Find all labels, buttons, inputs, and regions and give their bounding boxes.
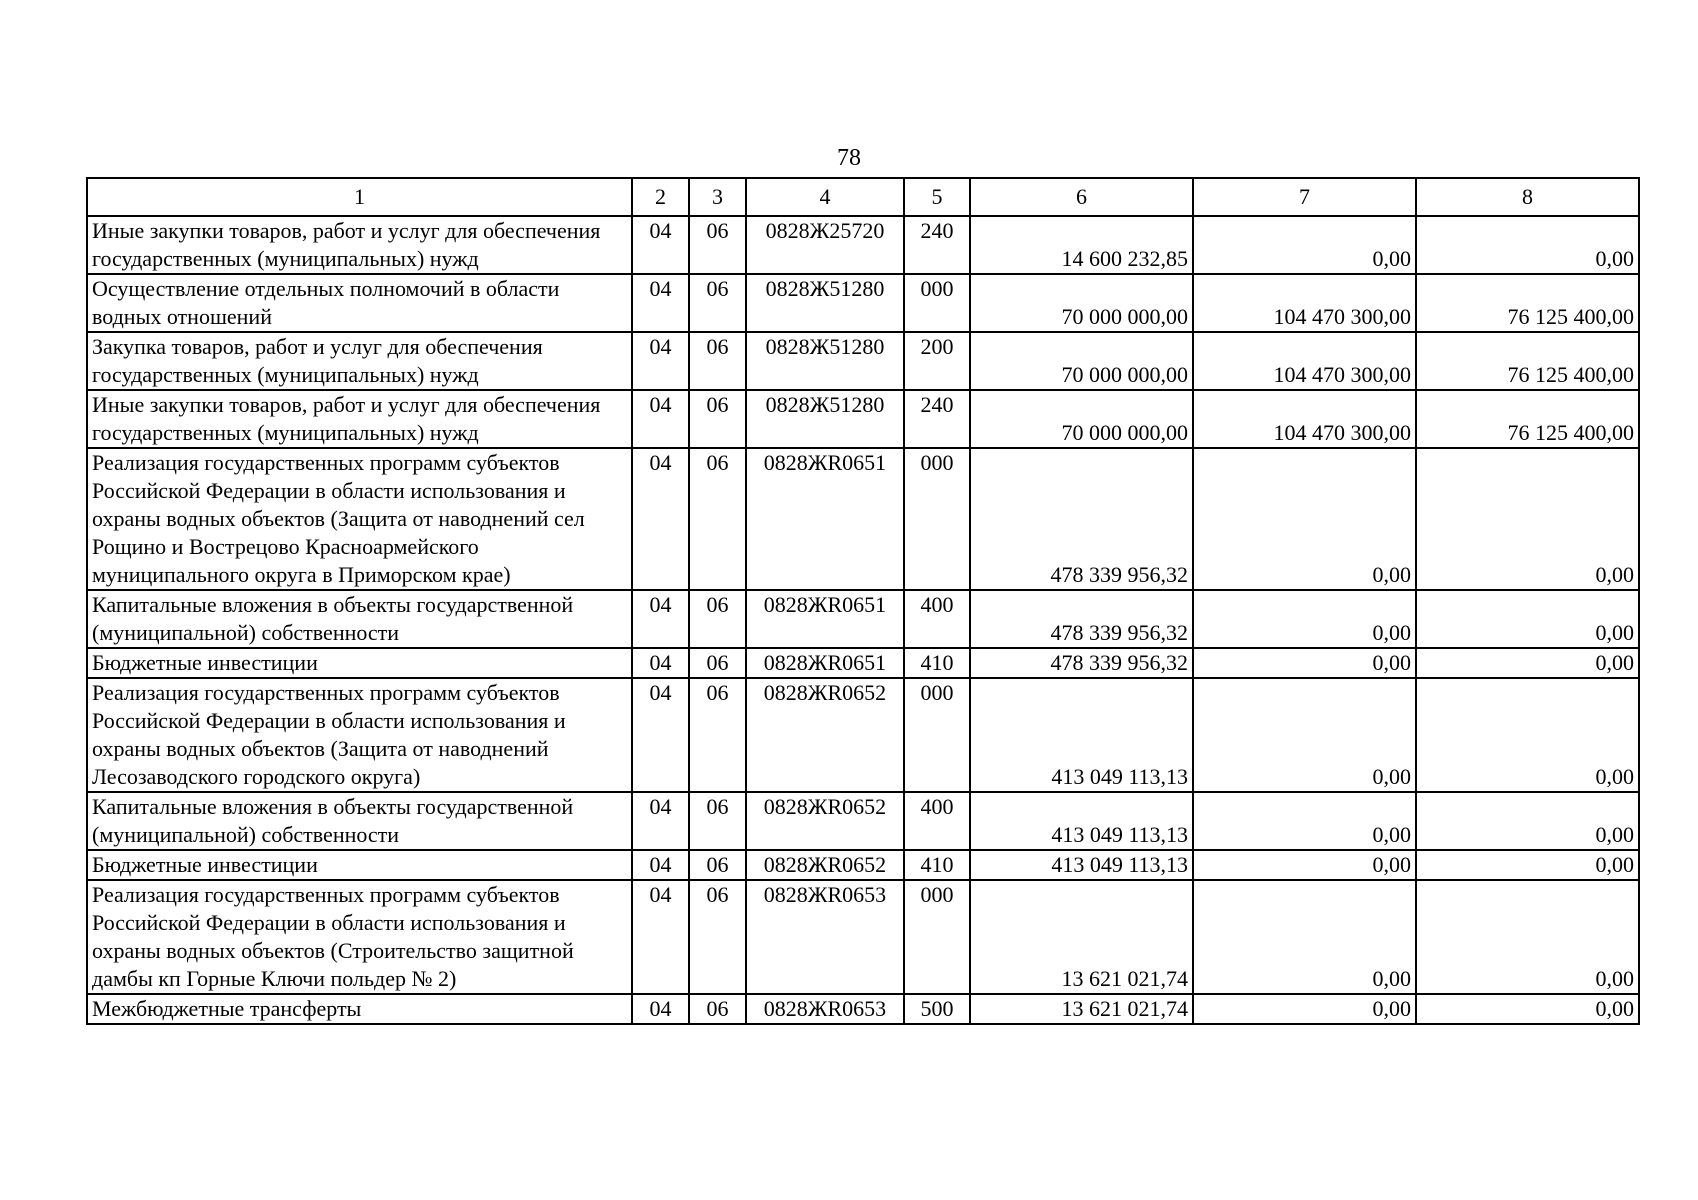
row-amount-7: 0,00	[1193, 678, 1416, 792]
row-subsection: 06	[689, 590, 746, 648]
row-name: Закупка товаров, работ и услуг для обеспечения государственных (муниципальных) нужд	[87, 332, 632, 390]
header-row	[87, 178, 1639, 216]
row-amount-8: 0,00	[1416, 590, 1639, 648]
row-target-code: 0828Ж25720	[746, 216, 904, 274]
header-cell-8: 8	[1416, 178, 1639, 216]
row-amount-6: 478 339 956,32	[970, 448, 1193, 590]
table-row	[87, 678, 1639, 792]
budget-table	[86, 177, 1640, 1025]
row-name: Капитальные вложения в объекты государственной (муниципальной) собственности	[87, 792, 632, 850]
row-amount-6: 13 621 021,74	[970, 880, 1193, 994]
row-name: Реализация государственных программ субъектов Российской Федерации в области использования и охраны водных объектов (Защита от наводнений Лесозаводского городского округа)	[87, 678, 632, 792]
row-section: 04	[632, 648, 689, 678]
row-name: Бюджетные инвестиции	[87, 648, 632, 678]
row-amount-6: 478 339 956,32	[970, 590, 1193, 648]
header-cell-2: 2	[632, 178, 689, 216]
header-cell-7: 7	[1193, 178, 1416, 216]
row-subsection: 06	[689, 994, 746, 1024]
row-amount-7: 104 470 300,00	[1193, 390, 1416, 448]
row-amount-8: 0,00	[1416, 448, 1639, 590]
row-expense-type: 410	[904, 648, 970, 678]
row-expense-type: 410	[904, 850, 970, 880]
row-amount-7: 0,00	[1193, 994, 1416, 1024]
row-target-code: 0828Ж51280	[746, 390, 904, 448]
row-amount-7: 0,00	[1193, 448, 1416, 590]
row-expense-type: 000	[904, 274, 970, 332]
row-amount-8: 0,00	[1416, 850, 1639, 880]
row-name: Бюджетные инвестиции	[87, 850, 632, 880]
row-amount-7: 0,00	[1193, 850, 1416, 880]
row-subsection: 06	[689, 850, 746, 880]
row-amount-6: 70 000 000,00	[970, 332, 1193, 390]
row-amount-8: 76 125 400,00	[1416, 332, 1639, 390]
table-row	[87, 274, 1639, 332]
row-target-code: 0828Ж51280	[746, 274, 904, 332]
table-row	[87, 448, 1639, 590]
row-amount-8: 0,00	[1416, 994, 1639, 1024]
table-row	[87, 850, 1639, 880]
row-name: Капитальные вложения в объекты государственной (муниципальной) собственности	[87, 590, 632, 648]
row-amount-6: 70 000 000,00	[970, 390, 1193, 448]
row-amount-6: 413 049 113,13	[970, 792, 1193, 850]
row-amount-7: 0,00	[1193, 792, 1416, 850]
row-expense-type: 000	[904, 880, 970, 994]
row-amount-7: 104 470 300,00	[1193, 332, 1416, 390]
row-expense-type: 500	[904, 994, 970, 1024]
row-target-code: 0828ЖR0651	[746, 448, 904, 590]
row-amount-8: 0,00	[1416, 216, 1639, 274]
row-target-code: 0828ЖR0653	[746, 994, 904, 1024]
row-section: 04	[632, 332, 689, 390]
row-expense-type: 400	[904, 792, 970, 850]
row-expense-type: 240	[904, 216, 970, 274]
row-amount-8: 76 125 400,00	[1416, 274, 1639, 332]
row-amount-7: 104 470 300,00	[1193, 274, 1416, 332]
row-amount-8: 0,00	[1416, 648, 1639, 678]
row-target-code: 0828ЖR0652	[746, 678, 904, 792]
row-section: 04	[632, 274, 689, 332]
row-subsection: 06	[689, 448, 746, 590]
row-subsection: 06	[689, 390, 746, 448]
row-expense-type: 200	[904, 332, 970, 390]
row-target-code: 0828ЖR0652	[746, 792, 904, 850]
row-expense-type: 400	[904, 590, 970, 648]
row-amount-8: 76 125 400,00	[1416, 390, 1639, 448]
row-section: 04	[632, 216, 689, 274]
row-amount-6: 70 000 000,00	[970, 274, 1193, 332]
row-amount-7: 0,00	[1193, 880, 1416, 994]
row-name: Иные закупки товаров, работ и услуг для обеспечения государственных (муниципальных) нужд	[87, 390, 632, 448]
row-amount-7: 0,00	[1193, 216, 1416, 274]
row-name: Межбюджетные трансферты	[87, 994, 632, 1024]
row-amount-7: 0,00	[1193, 648, 1416, 678]
table-row	[87, 590, 1639, 648]
row-name: Иные закупки товаров, работ и услуг для обеспечения государственных (муниципальных) нужд	[87, 216, 632, 274]
header-cell-6: 6	[970, 178, 1193, 216]
row-section: 04	[632, 390, 689, 448]
row-section: 04	[632, 678, 689, 792]
row-expense-type: 240	[904, 390, 970, 448]
table-row	[87, 648, 1639, 678]
header-cell-3: 3	[689, 178, 746, 216]
row-amount-7: 0,00	[1193, 590, 1416, 648]
row-name: Осуществление отдельных полномочий в области водных отношений	[87, 274, 632, 332]
row-target-code: 0828ЖR0651	[746, 648, 904, 678]
table-row	[87, 994, 1639, 1024]
row-section: 04	[632, 994, 689, 1024]
row-subsection: 06	[689, 792, 746, 850]
row-name: Реализация государственных программ субъектов Российской Федерации в области использования и охраны водных объектов (Защита от наводнений сел Рощино и Вострецово Красноармейского муниципального округа в Приморском крае)	[87, 448, 632, 590]
table-row	[87, 390, 1639, 448]
page-number: 78	[837, 145, 861, 171]
row-subsection: 06	[689, 880, 746, 994]
row-section: 04	[632, 590, 689, 648]
row-amount-6: 413 049 113,13	[970, 850, 1193, 880]
table-row	[87, 792, 1639, 850]
row-section: 04	[632, 880, 689, 994]
table-row	[87, 880, 1639, 994]
row-amount-8: 0,00	[1416, 792, 1639, 850]
row-amount-6: 14 600 232,85	[970, 216, 1193, 274]
table-row	[87, 216, 1639, 274]
row-amount-6: 478 339 956,32	[970, 648, 1193, 678]
header-cell-1: 1	[87, 178, 632, 216]
row-amount-8: 0,00	[1416, 678, 1639, 792]
row-expense-type: 000	[904, 678, 970, 792]
row-section: 04	[632, 850, 689, 880]
table-row	[87, 332, 1639, 390]
row-subsection: 06	[689, 678, 746, 792]
row-subsection: 06	[689, 332, 746, 390]
row-amount-8: 0,00	[1416, 880, 1639, 994]
header-cell-5: 5	[904, 178, 970, 216]
row-target-code: 0828ЖR0652	[746, 850, 904, 880]
row-section: 04	[632, 448, 689, 590]
row-amount-6: 413 049 113,13	[970, 678, 1193, 792]
row-name: Реализация государственных программ субъектов Российской Федерации в области использования и охраны водных объектов (Строительство защитной дамбы кп Горные Ключи польдер № 2)	[87, 880, 632, 994]
row-target-code: 0828Ж51280	[746, 332, 904, 390]
row-amount-6: 13 621 021,74	[970, 994, 1193, 1024]
row-subsection: 06	[689, 648, 746, 678]
row-target-code: 0828ЖR0653	[746, 880, 904, 994]
header-cell-4: 4	[746, 178, 904, 216]
row-section: 04	[632, 792, 689, 850]
row-subsection: 06	[689, 274, 746, 332]
row-expense-type: 000	[904, 448, 970, 590]
row-target-code: 0828ЖR0651	[746, 590, 904, 648]
row-subsection: 06	[689, 216, 746, 274]
